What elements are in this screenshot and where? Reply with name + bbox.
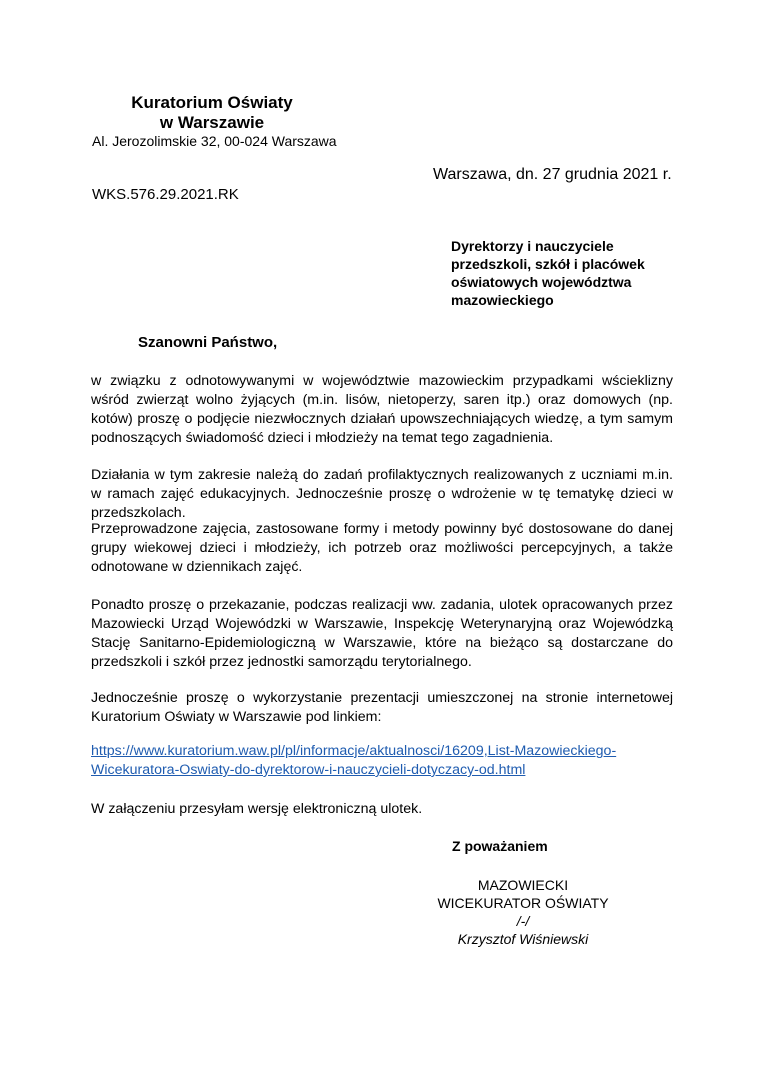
institution-address: Al. Jerozolimskie 32, 00-024 Warszawa <box>92 133 337 149</box>
institution-name: Kuratorium Oświaty <box>131 93 293 112</box>
signature-block <box>418 876 628 948</box>
salutation: Szanowni Państwo, <box>138 334 278 351</box>
recipient-line: mazowieckiego <box>451 292 554 308</box>
link-line[interactable]: https://www.kuratorium.waw.pl/pl/informacje/aktualnosci/16209,List-Mazowieckiego- <box>91 743 617 759</box>
recipient-line: oświatowych województwa <box>451 274 632 290</box>
paragraph-3: Przeprowadzone zajęcia, zastosowane formy i metody powinny być dostosowane do danej grupy wiekowej dzieci i młodzieży, ich potrzeb oraz możliwości percepcyjnych, a także odnotowane w dziennikach zajęć. <box>91 521 673 575</box>
paragraph-2: Działania w tym zakresie należą do zadań profilaktycznych realizowanych z uczniami m.in. w ramach zajęć edukacyjnych. Jednocześnie proszę o wdrożenie w tę tematykę dzieci w przedszkolach. <box>91 467 673 521</box>
signature-title: MAZOWIECKI <box>477 877 569 893</box>
date-line: Warszawa, dn. 27 grudnia 2021 r. <box>433 166 672 183</box>
link-line[interactable]: Wicekuratora-Oswiaty-do-dyrektorow-i-nauczycieli-dotyczacy-od.html <box>91 762 526 778</box>
recipient-line: przedszkoli, szkół i placówek <box>451 256 645 272</box>
paragraph-5: Jednocześnie proszę o wykorzystanie prezentacji umieszczonej na stronie internetowej Kuratorium Oświaty w Warszawie pod linkiem: <box>91 690 673 725</box>
recipient-line: Dyrektorzy i nauczyciele <box>451 238 614 254</box>
attachment-note: W załączeniu przesyłam wersję elektroniczną ulotek. <box>91 801 423 817</box>
signature-mark: /-/ <box>516 913 530 929</box>
institution-city: w Warszawie <box>159 113 265 132</box>
recipient-block <box>451 237 661 309</box>
signature-name: Krzysztof Wiśniewski <box>457 931 589 947</box>
presentation-link[interactable] <box>91 742 681 780</box>
paragraph-1: w związku z odnotowywanymi w województwie mazowieckim przypadkami wścieklizny wśród zwierząt wolno żyjących (m.in. lisów, nietoperzy, saren itp.) oraz domowych (np. kotów) proszę o podjęcie niezwłocznych działań upowszechniających wiedzę, a tym samym podnoszących świadomość dzieci i młodzieży na temat tego zagadnienia. <box>91 373 673 446</box>
paragraph-4: Ponadto proszę o przekazanie, podczas realizacji ww. zadania, ulotek opracowanych przez Mazowiecki Urząd Wojewódzki w Warszawie, Inspekcję Weterynaryjną oraz Wojewódzką Stację Sanitarno-Epidemiologiczną w Warszawie, które na bieżąco są dostarczane do przedszkoli i szkół przez jednostki samorządu terytorialnego. <box>91 597 673 670</box>
closing: Z poważaniem <box>452 838 548 854</box>
reference-number: WKS.576.29.2021.RK <box>92 186 239 203</box>
signature-title: WICEKURATOR OŚWIATY <box>437 895 609 911</box>
